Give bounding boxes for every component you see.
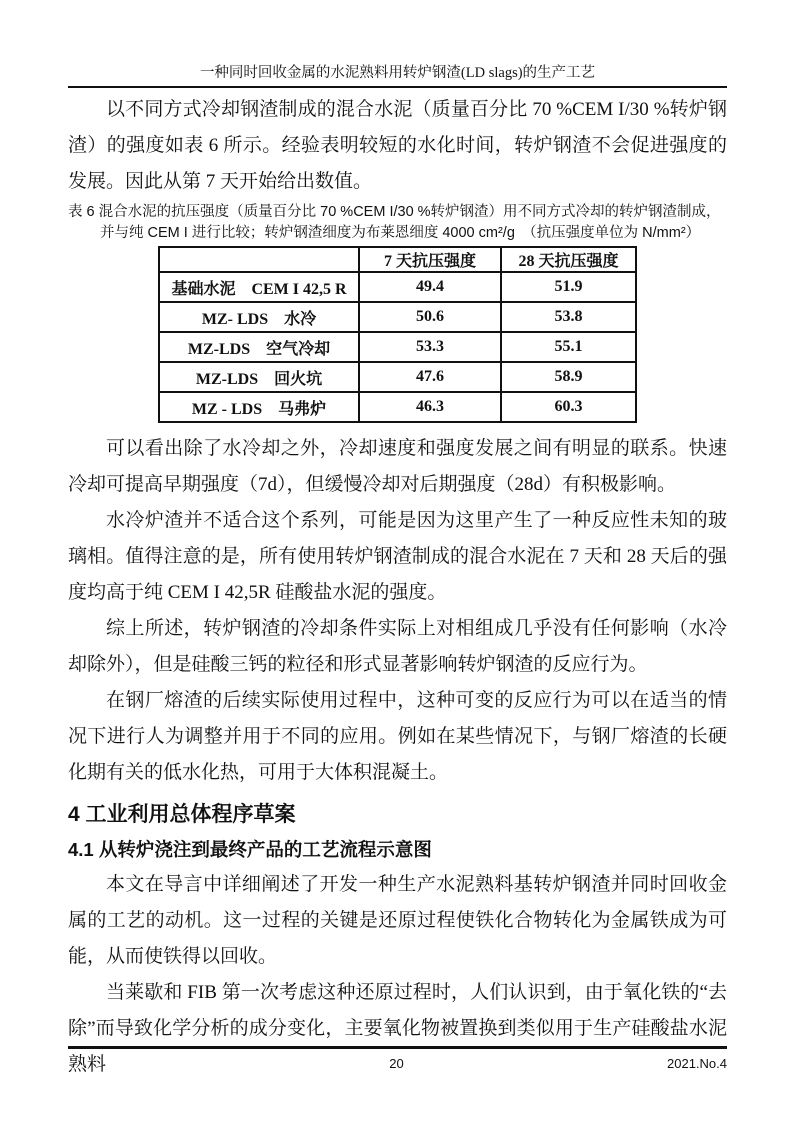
row-label: 基础水泥 CEM I 42,5 R (159, 272, 359, 302)
paragraph-application: 在钢厂熔渣的后续实际使用过程中，这种可变的反应行为可以在适当的情况下进行人为调整并用于不同的应用。例如在某些情况下，与钢厂熔渣的长硬化期有关的低水化热，可用于大体积混凝土。 (68, 690, 727, 783)
section-heading-4: 4 工业利用总体程序草案 (68, 803, 296, 826)
header-cell-28d: 28 天抗压强度 (501, 247, 636, 272)
table-row (159, 332, 636, 362)
table-caption (68, 202, 727, 244)
value-7d: 46.3 (359, 392, 501, 422)
row-label: MZ-LDS 空气冷却 (159, 332, 359, 362)
page-body (68, 92, 727, 1083)
table-row (159, 302, 636, 332)
subsection-heading-4-1: 4.1 从转炉浇注到最终产品的工艺流程示意图 (68, 839, 432, 860)
row-label: MZ-LDS 回火坑 (159, 362, 359, 392)
paragraph-summary: 综上所述，转炉钢渣的冷却条件实际上对相组成几乎没有任何影响（水冷却除外），但是硅酸三钙的粒径和形式显著影响转炉钢渣的反应行为。 (68, 618, 727, 675)
header-cell-7d: 7 天抗压强度 (359, 247, 501, 272)
table-header-row (159, 247, 636, 272)
table-row (159, 392, 636, 422)
issue-number: 2021.No.4 (667, 1056, 727, 1071)
paragraph-reduction: 当莱歇和 FIB 第一次考虑这种还原过程时，人们认识到，由于氧化铁的“去除”而导致化学分析的成分变化，主要氧化物被置换到类似用于生产硅酸盐水泥熟料 (68, 982, 727, 1075)
paragraph-water-cooled: 水冷炉渣并不适合这个系列，可能是因为这里产生了一种反应性未知的玻璃相。值得注意的是，所有使用转炉钢渣制成的混合水泥在 7 天和 28 天后的强度均高于纯 CEM I 42,5R 硅酸盐水泥的强度。 (68, 510, 727, 603)
row-label: MZ - LDS 马弗炉 (159, 392, 359, 422)
value-7d: 47.6 (359, 362, 501, 392)
table-caption-line2: 并与纯 CEM I 进行比较；转炉钢渣细度为布莱恩细度 4000 cm²/g （抗压强度单位为 N/mm²） (100, 225, 701, 241)
row-label: MZ- LDS 水冷 (159, 302, 359, 332)
value-28d: 58.9 (501, 362, 636, 392)
value-7d: 53.3 (359, 332, 501, 362)
table-row (159, 272, 636, 302)
table-row (159, 362, 636, 392)
footer-rule (68, 1046, 727, 1049)
page-number: 20 (389, 1056, 404, 1071)
value-28d: 53.8 (501, 302, 636, 332)
value-7d: 49.4 (359, 272, 501, 302)
value-28d: 55.1 (501, 332, 636, 362)
header-cell-blank (159, 247, 359, 272)
paragraph-motivation: 本文在导言中详细阐述了开发一种生产水泥熟料基转炉钢渣并同时回收金属的工艺的动机。这一过程的关键是还原过程使铁化合物转化为金属铁成为可能，从而使铁得以回收。 (68, 874, 727, 967)
table-caption-line1: 表 6 混合水泥的抗压强度（质量百分比 70 %CEM I/30 %转炉钢渣）用不同方式冷却的转炉钢渣制成， (68, 204, 721, 220)
value-7d: 50.6 (359, 302, 501, 332)
paragraph-observation: 可以看出除了水冷却之外，冷却速度和强度发展之间有明显的联系。快速冷却可提高早期强度（7d），但缓慢冷却对后期强度（28d）有积极影响。 (68, 438, 727, 495)
running-header-title: 一种同时回收金属的水泥熟料用转炉钢渣(LD slags)的生产工艺 (68, 64, 727, 88)
paragraph-intro: 以不同方式冷却钢渣制成的混合水泥（质量百分比 70 %CEM I/30 %转炉钢渣）的强度如表 6 所示。经验表明较短的水化时间，转炉钢渣不会促进强度的发展。因此从第 7 天开始给出数值。 (68, 99, 727, 192)
compressive-strength-table (158, 246, 637, 423)
value-28d: 60.3 (501, 392, 636, 422)
value-28d: 51.9 (501, 272, 636, 302)
